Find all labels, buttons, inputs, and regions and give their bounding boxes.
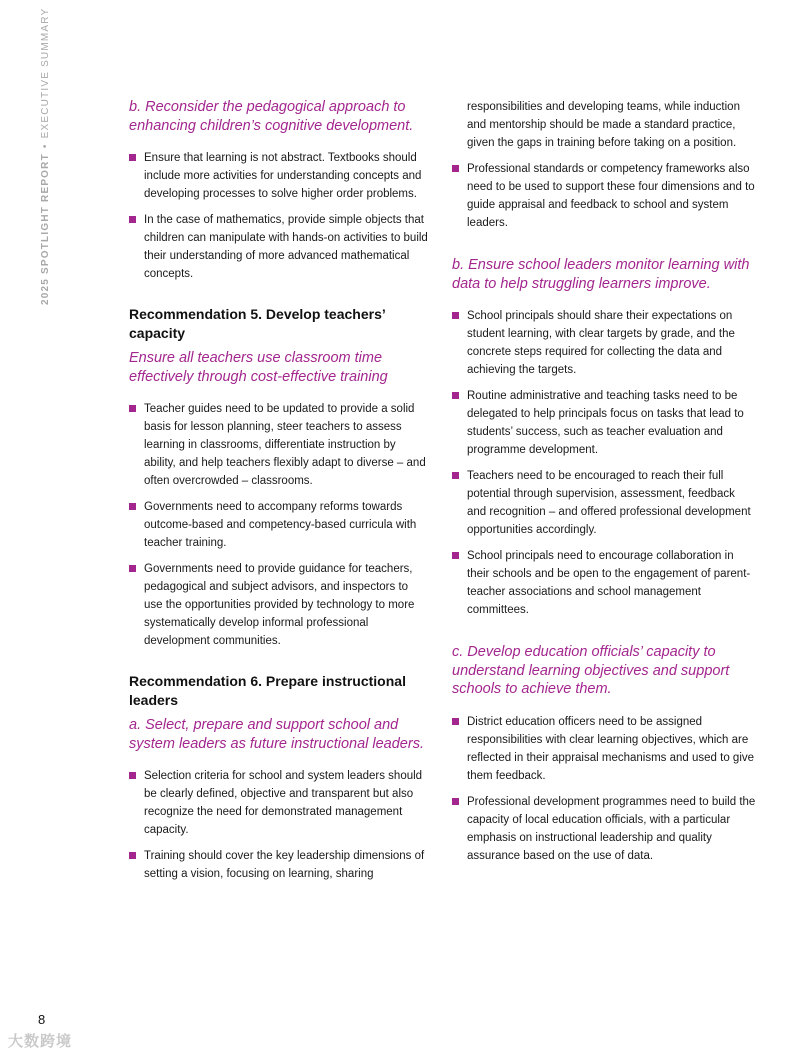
recommendation-5-title: Recommendation 5. Develop teachers’ capacity: [129, 306, 385, 341]
recommendation-6-subheading: a. Select, prepare and support school and system leaders as future instructional leaders.: [129, 717, 424, 752]
list-item: Teacher guides need to be updated to provide a solid basis for lesson planning, steer teachers to assess learning in classrooms, differentiate instruction by ability, and help teachers flexibly adapt to diverse – and often overcrowded – classrooms.: [129, 400, 429, 490]
bullet-square-icon: [129, 772, 136, 779]
recommendation-5-subheading: Ensure all teachers use classroom time effectively through cost-effective training: [129, 350, 388, 385]
list-item: School principals should share their expectations on student learning, with clear targets by grade, and the concrete steps required for collecting the data and achieving the targets.: [452, 307, 757, 379]
bullet-square-icon: [129, 503, 136, 510]
list-item: Ensure that learning is not abstract. Textbooks should include more activities for understanding concepts and developing processes to solve higher order problems.: [129, 149, 429, 203]
list-item: District education officers need to be assigned responsibilities with clear learning objectives, which are reflected in their appraisal mechanisms and used to give them feedback.: [452, 713, 757, 785]
list-item: Governments need to provide guidance for teachers, pedagogical and subject advisors, and inspectors to use the opportunities provided by technology to more systematically develop informal professional development communities.: [129, 560, 429, 650]
page-number: 8: [38, 1012, 46, 1027]
list-item: Routine administrative and teaching tasks need to be delegated to help principals focus on tasks that lead to students’ success, such as teacher evaluation and programme development.: [452, 387, 757, 459]
bullet-square-icon: [129, 405, 136, 412]
list-item: In the case of mathematics, provide simple objects that children can manipulate with hands-on activities to build their understanding of more advanced mathematical concepts.: [129, 211, 429, 283]
recommendation-6-title: Recommendation 6. Prepare instructional leaders: [129, 673, 406, 708]
list-item: Governments need to accompany reforms towards outcome-based and competency-based curricula with teacher training.: [129, 498, 429, 552]
bullet-square-icon: [452, 165, 459, 172]
bullet-square-icon: [129, 154, 136, 161]
bullet-square-icon: [452, 392, 459, 399]
list-item: Selection criteria for school and system leaders should be clearly defined, objective and transparent but also recognize the need for demonstrated management capacity.: [129, 767, 429, 839]
bullet-square-icon: [452, 552, 459, 559]
bullet-list-teachers: [129, 400, 429, 650]
running-header: [40, 8, 51, 305]
list-item: Professional development programmes need to build the capacity of local education officials, with a particular emphasis on instructional leadership and quality assurance based on the use of data.: [452, 793, 757, 865]
left-column: [129, 98, 429, 891]
report-name: 2025 SPOTLIGHT REPORT: [40, 153, 51, 305]
bullet-square-icon: [129, 852, 136, 859]
bullet-square-icon: [452, 472, 459, 479]
separator: •: [40, 143, 51, 149]
subheading-c-education-officials: c. Develop education officials’ capacity to understand learning objectives and support schools to achieve them.: [452, 644, 730, 697]
subheading-b-monitor-learning: b. Ensure school leaders monitor learning with data to help struggling learners improve.: [452, 257, 750, 292]
bullet-square-icon: [452, 312, 459, 319]
bullet-square-icon: [129, 565, 136, 572]
continued-paragraph: responsibilities and developing teams, while induction and mentorship should be made a standard practice, given the gaps in training before taking on a position.: [467, 101, 740, 149]
bullet-list-principals: [452, 307, 757, 619]
list-item: Training should cover the key leadership dimensions of setting a vision, focusing on learning, sharing: [129, 847, 429, 883]
right-column: [452, 98, 757, 873]
bullet-square-icon: [129, 216, 136, 223]
list-item: Teachers need to be encouraged to reach their full potential through supervision, assessment, feedback and recognition – and offered professional development opportunities accordingly.: [452, 467, 757, 539]
bullet-list-standards: [452, 160, 757, 232]
bullet-square-icon: [452, 798, 459, 805]
bullet-square-icon: [452, 718, 459, 725]
subheading-b-pedagogy: b. Reconsider the pedagogical approach to enhancing children’s cognitive development.: [129, 99, 414, 134]
watermark-logo: 大数跨境: [8, 1033, 73, 1050]
list-item: Professional standards or competency frameworks also need to be used to support these four dimensions and to guide appraisal and feedback to school and system leaders.: [452, 160, 757, 232]
bullet-list-pedagogy: [129, 149, 429, 283]
list-item: School principals need to encourage collaboration in their schools and be open to the engagement of parent-teacher associations and school management committees.: [452, 547, 757, 619]
bullet-list-officials: [452, 713, 757, 865]
section-name: EXECUTIVE SUMMARY: [40, 7, 51, 139]
bullet-list-leaders: [129, 767, 429, 883]
